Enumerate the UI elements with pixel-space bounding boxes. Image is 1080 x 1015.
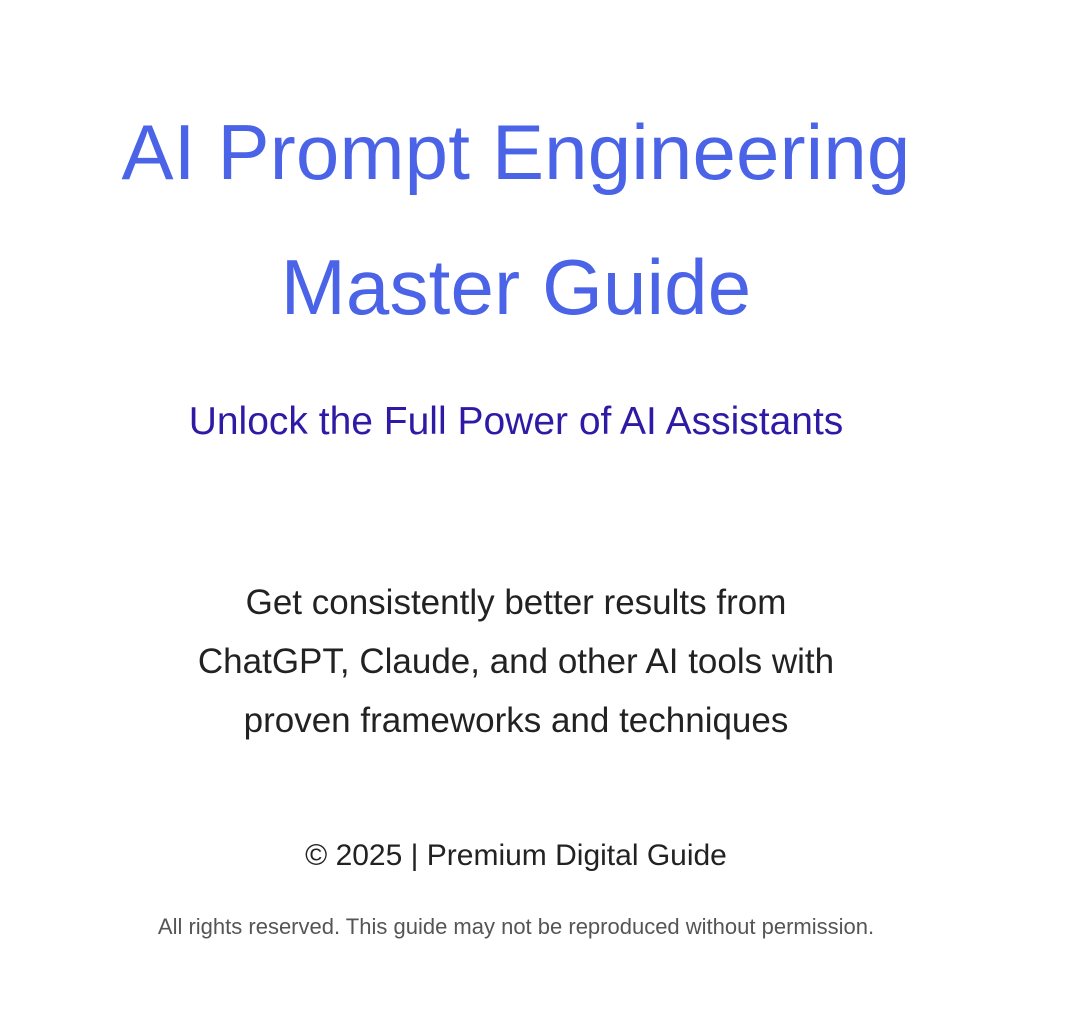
copyright-notice: © 2025 | Premium Digital Guide [305,839,727,872]
rights-notice: All rights reserved. This guide may not be reproduced without permission. [157,914,875,939]
guide-description [0,573,1032,750]
description-line: ChatGPT, Claude, and other AI tools with [197,642,835,681]
guide-subtitle: Unlock the Full Power of AI Assistants [188,400,844,443]
description-line: Get consistently better results from [245,583,787,622]
description-line: proven frameworks and techniques [243,701,789,740]
guide-title-line-1: AI Prompt Engineering [121,108,911,196]
guide-title-line-2: Master Guide [280,243,752,331]
